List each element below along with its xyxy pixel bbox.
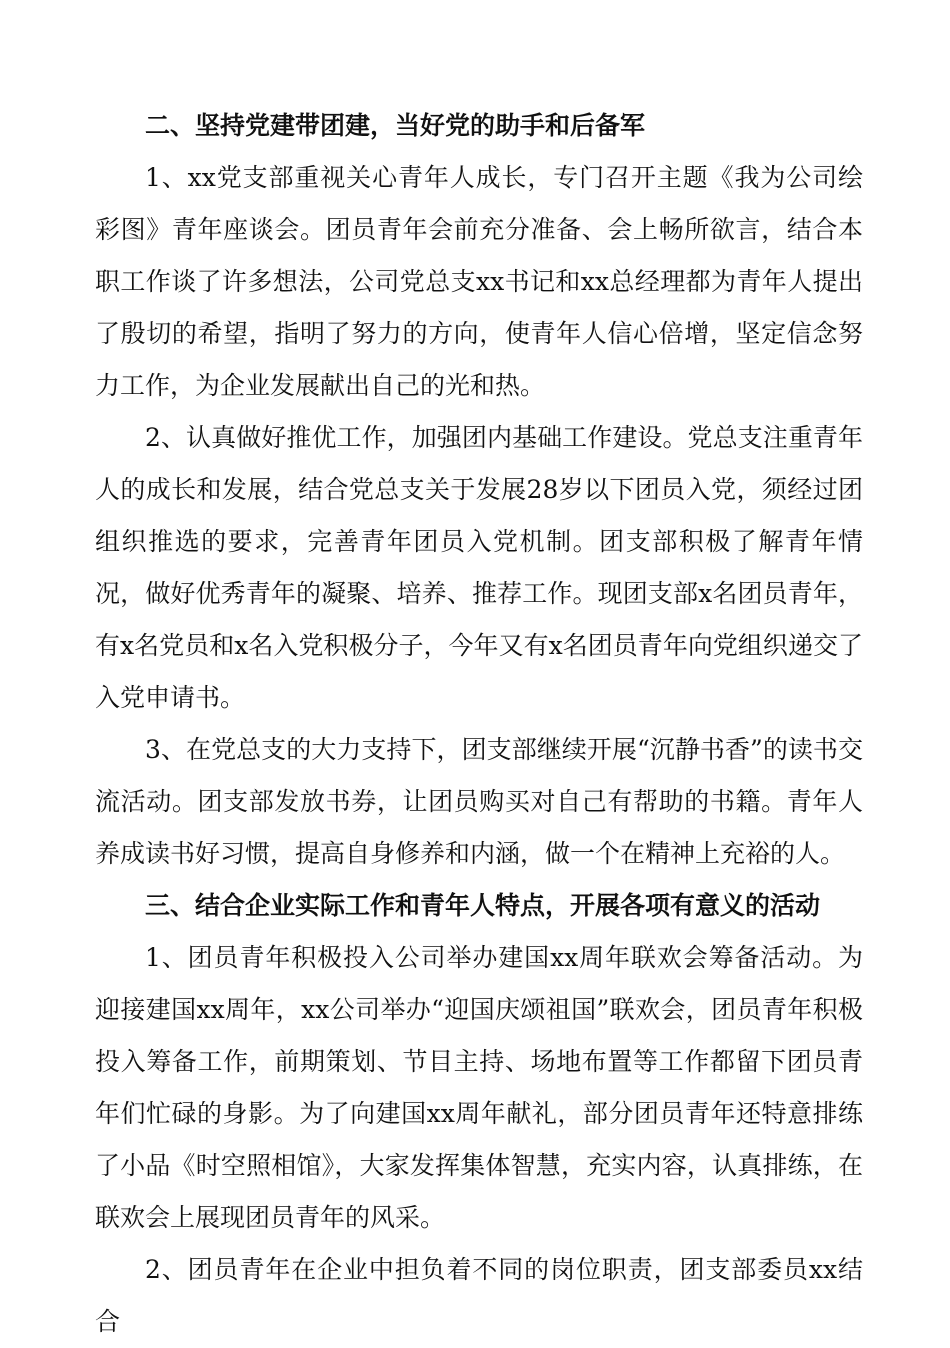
document-page [95, 100, 863, 1348]
section-3-heading: 三、结合企业实际工作和青年人特点，开展各项有意义的活动 [145, 891, 821, 920]
section-2-paragraph-2: 2、认真做好推优工作，加强团内基础工作建设。党总支注重青年人的成长和发展，结合党总支关于发展28岁以下团员入党，须经过团组织推选的要求，完善青年团员入党机制。团支部积极了解青年情况，做好优秀青年的凝聚、培养、推荐工作。现团支部x名团员青年，有x名党员和x名入党积极分子，今年又有x名团员青年向党组织递交了入党申请书。 [95, 423, 863, 712]
section-2-paragraph-3: 3、在党总支的大力支持下，团支部继续开展“沉静书香”的读书交流活动。团支部发放书券，让团员购买对自己有帮助的书籍。青年人养成读书好习惯，提高自身修养和内涵，做一个在精神上充裕的人。 [95, 735, 863, 868]
section-2-paragraph-1: 1、xx党支部重视关心青年人成长，专门召开主题《我为公司绘彩图》青年座谈会。团员青年会前充分准备、会上畅所欲言，结合本职工作谈了许多想法，公司党总支xx书记和xx总经理都为青年人提出了殷切的希望，指明了努力的方向，使青年人信心倍增，坚定信念努力工作，为企业发展献出自己的光和热。 [95, 163, 863, 400]
section-3-paragraph-2: 2、团员青年在企业中担负着不同的岗位职责，团支部委员xx结合 [95, 1255, 863, 1336]
section-3-paragraph-1: 1、团员青年积极投入公司举办建国xx周年联欢会筹备活动。为迎接建国xx周年，xx公司举办“迎国庆颂祖国”联欢会，团员青年积极投入筹备工作，前期策划、节目主持、场地布置等工作都留下团员青年们忙碌的身影。为了向建国xx周年献礼，部分团员青年还特意排练了小品《时空照相馆》，大家发挥集体智慧，充实内容，认真排练，在联欢会上展现团员青年的风采。 [95, 943, 863, 1232]
section-2-heading: 二、坚持党建带团建，当好党的助手和后备军 [145, 111, 646, 140]
